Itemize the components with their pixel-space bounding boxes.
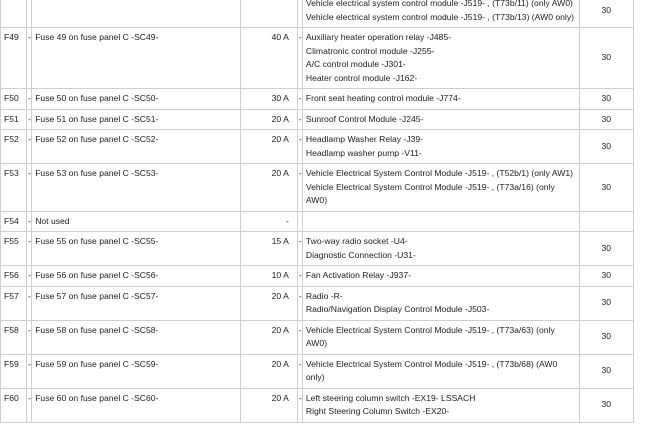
fuse-rating-cell: 20 A <box>240 388 297 422</box>
fuse-id-cell: F60 <box>1 388 27 422</box>
terminal-cell: 30 <box>579 354 633 388</box>
fuse-name-cell: Fuse 52 on fuse panel C -SC52- <box>32 130 240 164</box>
fuse-name-cell: Not used <box>32 211 240 232</box>
fuse-function-line: Radio -R- <box>305 290 343 301</box>
fuse-function-cell <box>302 130 579 164</box>
terminal-cell: 30 <box>579 130 633 164</box>
fuse-function-cell <box>302 211 579 232</box>
fuse-function-cell <box>302 164 579 212</box>
separator-cell: - <box>27 130 32 164</box>
fuse-rating-cell: 20 A <box>240 320 297 354</box>
fuse-name-cell: Fuse 49 on fuse panel C -SC49- <box>32 28 240 89</box>
fuse-name-cell: Fuse 53 on fuse panel C -SC53- <box>32 164 240 212</box>
separator-cell: - <box>27 109 32 130</box>
separator-cell: - <box>297 89 302 110</box>
terminal-cell: 30 <box>579 232 633 266</box>
fuse-name-cell: Fuse 55 on fuse panel C -SC55- <box>32 232 240 266</box>
fuse-function-line: Headlamp washer pump -V11- <box>305 147 422 158</box>
fuse-function-cell <box>302 89 579 110</box>
fuse-row <box>1 388 634 422</box>
terminal-cell: 30 <box>579 164 633 212</box>
terminal-cell: 30 <box>579 109 633 130</box>
fuse-function-line: Vehicle electrical system control module -J519- , (T73b/13) (AW0 only) <box>305 11 574 22</box>
separator-cell: - <box>27 164 32 212</box>
fuse-rating-cell: 20 A <box>240 164 297 212</box>
fuse-function-line: Auxiliary heater operation relay -J485- <box>305 32 452 42</box>
fuse-id-cell: F50 <box>1 89 27 110</box>
fuse-function-cell <box>302 232 579 266</box>
fuse-rating-cell: 40 A <box>240 28 297 89</box>
separator-cell: - <box>27 211 32 232</box>
separator-cell: - <box>297 28 302 89</box>
fuse-row <box>1 130 634 164</box>
fuse-function-line: Vehicle Electrical System Control Module -J519- , (T73b/68) (AW0 only) <box>305 358 558 382</box>
fuse-name-cell: Fuse 51 on fuse panel C -SC51- <box>32 109 240 130</box>
fuse-function-cell <box>302 0 579 28</box>
fuse-function-line: Diagnostic Connection -U31- <box>305 249 416 260</box>
fuse-function-cell <box>302 28 579 89</box>
fuse-function-cell <box>302 320 579 354</box>
separator-cell: - <box>297 109 302 130</box>
separator-cell: - <box>27 320 32 354</box>
fuse-function-line: Headlamp Washer Relay -J39- <box>305 134 424 144</box>
terminal-cell: 30 <box>579 320 633 354</box>
terminal-cell: 30 <box>579 89 633 110</box>
fuse-function-line: A/C control module -J301- <box>305 59 406 69</box>
fuse-name-cell: Fuse 56 on fuse panel C -SC56- <box>32 266 240 287</box>
fuse-rating-cell <box>240 0 297 28</box>
fuse-function-line: Heater control module -J162- <box>305 72 418 83</box>
fuse-name-cell: Fuse 59 on fuse panel C -SC59- <box>32 354 240 388</box>
fuse-id-cell: F53 <box>1 164 27 212</box>
fuse-function-cell <box>302 286 579 320</box>
separator-cell: - <box>27 354 32 388</box>
fuse-id-cell: F58 <box>1 320 27 354</box>
terminal-cell: 30 <box>579 266 633 287</box>
fuse-table-body <box>1 0 634 422</box>
terminal-cell: 30 <box>579 28 633 89</box>
fuse-row <box>1 0 634 28</box>
fuse-rating-cell: 20 A <box>240 130 297 164</box>
fuse-row <box>1 211 634 232</box>
fuse-rating-cell: 20 A <box>240 354 297 388</box>
fuse-function-line: Right Steering Column Switch -EX20- <box>305 406 450 416</box>
separator-cell: - <box>27 232 32 266</box>
separator-cell: - <box>27 28 32 89</box>
fuse-function-line: Vehicle Electrical System Control Module -J519- , (T73a/63) (only AW0) <box>305 324 555 348</box>
separator-cell: - <box>27 286 32 320</box>
fuse-name-cell: Fuse 50 on fuse panel C -SC50- <box>32 89 240 110</box>
fuse-row <box>1 320 634 354</box>
fuse-row <box>1 89 634 110</box>
fuse-function-cell <box>302 109 579 130</box>
fuse-name-cell: Fuse 60 on fuse panel C -SC60- <box>32 388 240 422</box>
separator-cell: - <box>297 130 302 164</box>
fuse-id-cell: F54 <box>1 211 27 232</box>
separator-cell: - <box>297 388 302 422</box>
fuse-rating-cell: 30 A <box>240 89 297 110</box>
separator-cell: - <box>27 266 32 287</box>
terminal-cell: 30 <box>579 286 633 320</box>
fuse-rating-cell: 15 A <box>240 232 297 266</box>
fuse-function-line: Vehicle Electrical System Control Module -J519- , (T52b/1) (only AW1) <box>305 168 574 178</box>
fuse-id-cell: F59 <box>1 354 27 388</box>
fuse-name-cell: Fuse 58 on fuse panel C -SC58- <box>32 320 240 354</box>
fuse-function-line: Left steering column switch -EX19- LSSACH <box>305 392 476 403</box>
terminal-cell: 30 <box>579 388 633 422</box>
fuse-row <box>1 164 634 212</box>
fuse-function-line: Vehicle electrical system control module -J519- , (T73b/11) (only AW0) <box>305 0 573 8</box>
fuse-row <box>1 266 634 287</box>
fuse-id-cell: F56 <box>1 266 27 287</box>
separator-cell: - <box>27 89 32 110</box>
fuse-function-line: Two-way radio socket -U4- <box>305 236 408 246</box>
fuse-rating-cell: 20 A <box>240 109 297 130</box>
fuse-id-cell: F57 <box>1 286 27 320</box>
terminal-cell <box>579 211 633 232</box>
fuse-id-cell <box>1 0 27 28</box>
terminal-cell: 30 <box>579 0 633 28</box>
fuse-row <box>1 28 634 89</box>
separator-cell: - <box>297 320 302 354</box>
fuse-id-cell: F55 <box>1 232 27 266</box>
fuse-id-cell: F52 <box>1 130 27 164</box>
fuse-function-line: Climatronic control module -J255- <box>305 45 435 56</box>
fuse-name-cell <box>32 0 240 28</box>
fuse-rating-cell: 10 A <box>240 266 297 287</box>
separator-cell: - <box>297 232 302 266</box>
separator-cell: - <box>297 286 302 320</box>
fuse-id-cell: F49 <box>1 28 27 89</box>
fuse-function-line: Sunroof Control Module -J245- <box>305 113 424 124</box>
separator-cell: - <box>27 388 32 422</box>
fuse-name-cell: Fuse 57 on fuse panel C -SC57- <box>32 286 240 320</box>
fuse-row <box>1 354 634 388</box>
fuse-id-cell: F51 <box>1 109 27 130</box>
fuse-row <box>1 232 634 266</box>
fuse-row <box>1 109 634 130</box>
fuse-rating-cell: - <box>240 211 297 232</box>
separator-cell: - <box>297 164 302 212</box>
fuse-function-line: Fan Activation Relay -J937- <box>305 270 411 280</box>
fuse-function-cell <box>302 388 579 422</box>
separator-cell: - <box>297 266 302 287</box>
fuse-function-line: Vehicle Electrical System Control Module -J519- , (T73a/16) (only AW0) <box>305 181 555 205</box>
fuse-function-cell <box>302 354 579 388</box>
fuse-row <box>1 286 634 320</box>
fuse-function-line: Front seat heating control module -J774- <box>305 93 461 103</box>
fuse-function-line: Radio/Navigation Display Control Module -J503- <box>305 304 490 314</box>
fuse-rating-cell: 20 A <box>240 286 297 320</box>
separator-cell: - <box>297 354 302 388</box>
fuse-function-cell <box>302 266 579 287</box>
